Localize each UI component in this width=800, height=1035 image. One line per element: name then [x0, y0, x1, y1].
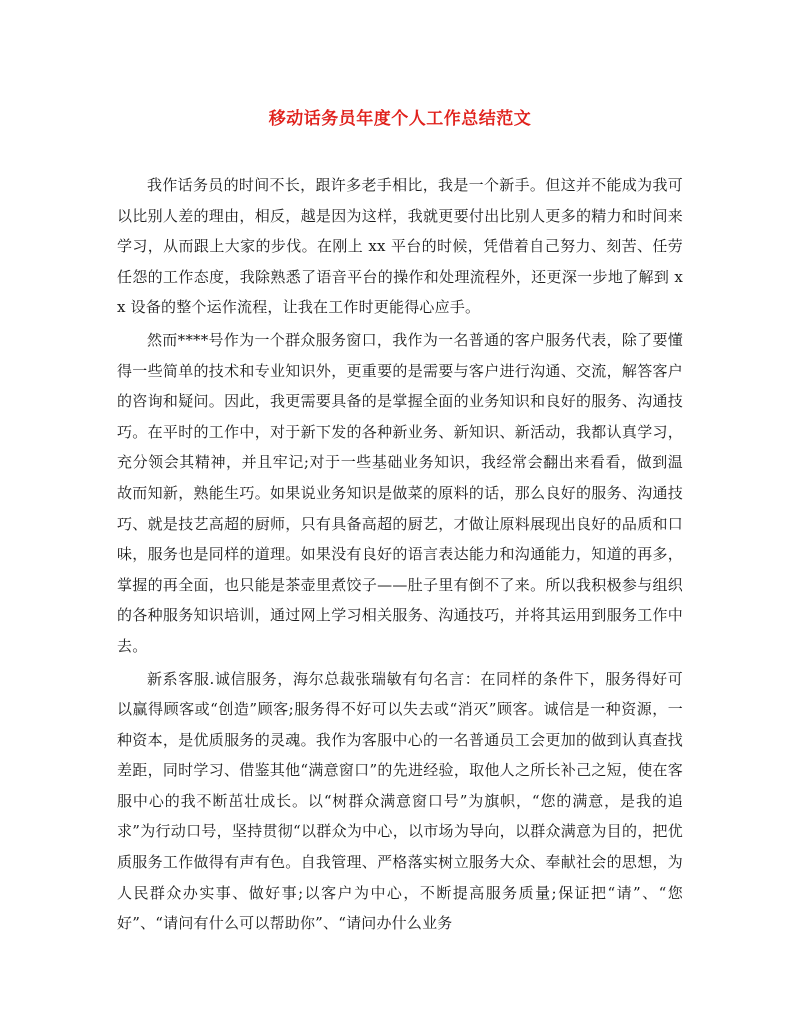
document-body: [117, 170, 683, 939]
paragraph-2: 然而****号作为一个群众服务窗口，我作为一名普通的客户服务代表，除了要懂得一些简单的技术和专业知识外，更重要的是需要与客户进行沟通、交流，解答客户的咨询和疑问。因此，我更需要具备的是掌握全面的业务知识和良好的服务、沟通技巧。在平时的工作中，对于新下发的各种新业务、新知识、新活动，我都认真学习，充分领会其精神，并且牢记;对于一些基础业务知识，我经常会翻出来看看，做到温故而知新，熟能生巧。如果说业务知识是做菜的原料的话，那么良好的服务、沟通技巧、就是技艺高超的厨师，只有具备高超的厨艺，才做让原料展现出良好的品质和口味，服务也是同样的道理。如果没有良好的语言表达能力和沟通能力，知道的再多，掌握的再全面，也只能是茶壶里煮饺子——肚子里有倒不了来。所以我积极参与组织的各种服务知识培训，通过网上学习相关服务、沟通技巧，并将其运用到服务工作中去。: [117, 330, 683, 655]
paragraph-1: 我作话务员的时间不长，跟许多老手相比，我是一个新手。但这并不能成为我可以比别人差的理由，相反，越是因为这样，我就更要付出比别人更多的精力和时间来学习，从而跟上大家的步伐。在刚上 xx 平台的时候，凭借着自己努力、刻苦、任劳任怨的工作态度，我除熟悉了语音平台的操作和处理流程外，还更深一步地了解到 xx 设备的整个运作流程，让我在工作时更能得心应手。: [117, 176, 683, 317]
paragraph-3: 新系客服.诚信服务，海尔总裁张瑞敏有句名言：在同样的条件下，服务得好可以赢得顾客或“创造”顾客;服务得不好可以失去或“消灭”顾客。诚信是一种资源，一种资本，是优质服务的灵魂。我作为客服中心的一名普通员工会更加的做到认真查找差距，同时学习、借鉴其他“满意窗口”的先进经验，取他人之所长补己之短，使在客服中心的我不断茁壮成长。以“树群众满意窗口号”为旗帜，“您的满意，是我的追求”为行动口号，坚持贯彻“以群众为中心，以市场为导向，以群众满意为目的，把优质服务工作做得有声有色。自我管理、严格落实树立服务大众、奉献社会的思想，为人民群众办实事、做好事;以客户为中心，不断提高服务质量;保证把“请”、“您好”、“请问有什么可以帮助你”、“请问办什么业务: [117, 669, 683, 933]
document-title: 移动话务员年度个人工作总结范文: [268, 109, 532, 129]
